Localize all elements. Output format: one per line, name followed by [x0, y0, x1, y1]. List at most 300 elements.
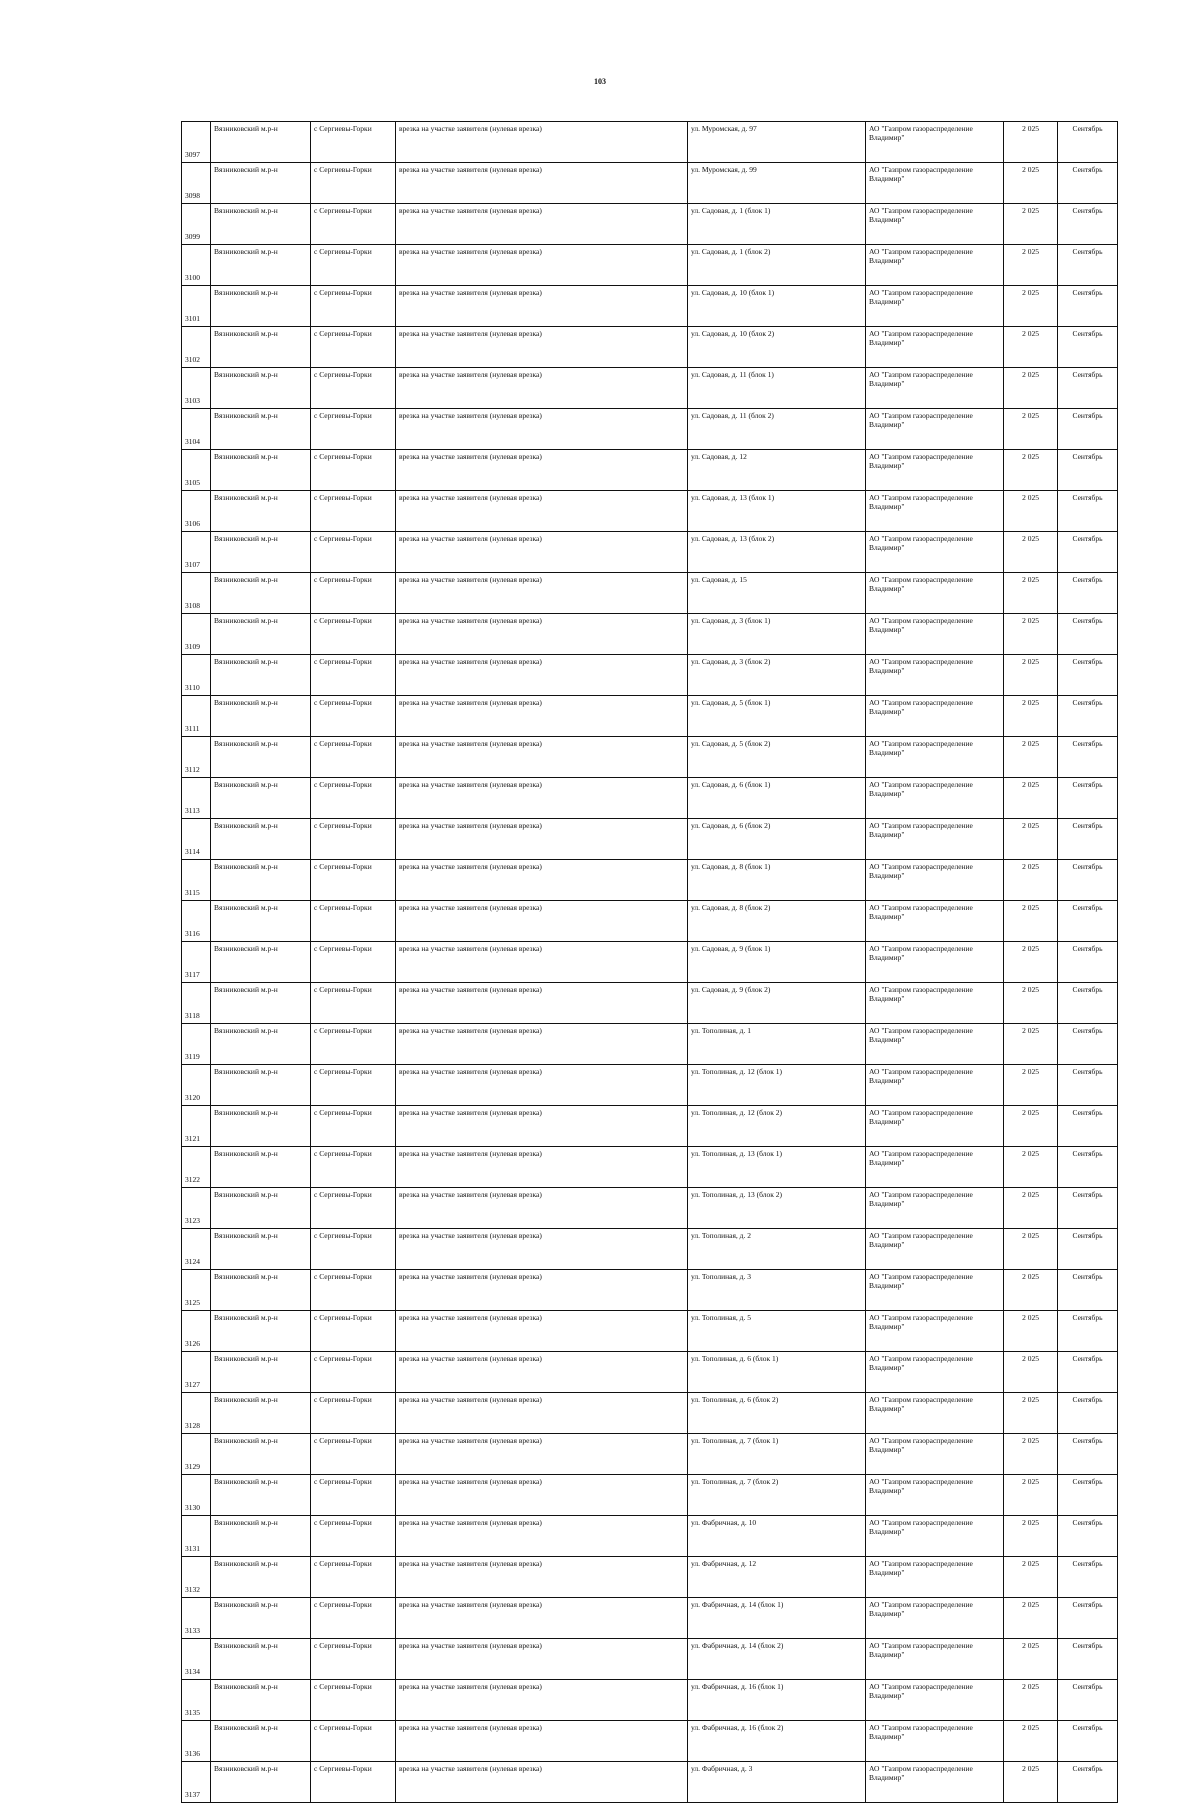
- address-cell: ул. Садовая, д. 3 (блок 2): [688, 655, 866, 696]
- month-cell: Сентябрь: [1058, 942, 1118, 983]
- village-cell: с Сергиевы-Горки: [311, 901, 396, 942]
- district-cell: Вязниковский м.р-н: [211, 532, 311, 573]
- year-cell: 2 025: [1004, 819, 1058, 860]
- table-row: [182, 532, 1118, 573]
- year-cell: 2 025: [1004, 286, 1058, 327]
- district-cell: Вязниковский м.р-н: [211, 1598, 311, 1639]
- village-cell: с Сергиевы-Горки: [311, 696, 396, 737]
- district-cell: Вязниковский м.р-н: [211, 1147, 311, 1188]
- work-type-cell: врезка на участке заявителя (нулевая врезка): [396, 163, 688, 204]
- district-cell: Вязниковский м.р-н: [211, 573, 311, 614]
- year-cell: 2 025: [1004, 368, 1058, 409]
- table-body: [182, 122, 1118, 1803]
- work-type-cell: врезка на участке заявителя (нулевая врезка): [396, 1106, 688, 1147]
- organization-cell: АО "Газпром газораспределение Владимир": [866, 1229, 1004, 1270]
- district-cell: Вязниковский м.р-н: [211, 1311, 311, 1352]
- table-row: [182, 327, 1118, 368]
- month-cell: Сентябрь: [1058, 1106, 1118, 1147]
- village-cell: с Сергиевы-Горки: [311, 1106, 396, 1147]
- address-cell: ул. Тополиная, д. 12 (блок 2): [688, 1106, 866, 1147]
- organization-cell: АО "Газпром газораспределение Владимир": [866, 983, 1004, 1024]
- district-cell: Вязниковский м.р-н: [211, 614, 311, 655]
- month-cell: Сентябрь: [1058, 1270, 1118, 1311]
- month-cell: Сентябрь: [1058, 368, 1118, 409]
- village-cell: с Сергиевы-Горки: [311, 368, 396, 409]
- row-number-cell: 3137: [182, 1762, 211, 1803]
- address-cell: ул. Фабричная, д. 14 (блок 2): [688, 1639, 866, 1680]
- table-row: [182, 1024, 1118, 1065]
- village-cell: с Сергиевы-Горки: [311, 1475, 396, 1516]
- month-cell: Сентябрь: [1058, 860, 1118, 901]
- address-cell: ул. Садовая, д. 9 (блок 2): [688, 983, 866, 1024]
- work-type-cell: врезка на участке заявителя (нулевая врезка): [396, 204, 688, 245]
- address-cell: ул. Фабричная, д. 3: [688, 1762, 866, 1803]
- district-cell: Вязниковский м.р-н: [211, 655, 311, 696]
- address-cell: ул. Садовая, д. 13 (блок 2): [688, 532, 866, 573]
- table-row: [182, 860, 1118, 901]
- village-cell: с Сергиевы-Горки: [311, 450, 396, 491]
- work-type-cell: врезка на участке заявителя (нулевая врезка): [396, 1557, 688, 1598]
- work-type-cell: врезка на участке заявителя (нулевая врезка): [396, 942, 688, 983]
- year-cell: 2 025: [1004, 163, 1058, 204]
- organization-cell: АО "Газпром газораспределение Владимир": [866, 1516, 1004, 1557]
- organization-cell: АО "Газпром газораспределение Владимир": [866, 409, 1004, 450]
- work-type-cell: врезка на участке заявителя (нулевая врезка): [396, 491, 688, 532]
- organization-cell: АО "Газпром газораспределение Владимир": [866, 1557, 1004, 1598]
- village-cell: с Сергиевы-Горки: [311, 614, 396, 655]
- table-row: [182, 368, 1118, 409]
- organization-cell: АО "Газпром газораспределение Владимир": [866, 368, 1004, 409]
- village-cell: с Сергиевы-Горки: [311, 1557, 396, 1598]
- year-cell: 2 025: [1004, 1311, 1058, 1352]
- address-cell: ул. Садовая, д. 5 (блок 2): [688, 737, 866, 778]
- gas-connection-table: [181, 121, 1118, 1803]
- village-cell: с Сергиевы-Горки: [311, 1639, 396, 1680]
- table-row: [182, 1065, 1118, 1106]
- year-cell: 2 025: [1004, 1721, 1058, 1762]
- district-cell: Вязниковский м.р-н: [211, 163, 311, 204]
- village-cell: с Сергиевы-Горки: [311, 1311, 396, 1352]
- district-cell: Вязниковский м.р-н: [211, 1516, 311, 1557]
- year-cell: 2 025: [1004, 122, 1058, 163]
- table-row: [182, 1680, 1118, 1721]
- village-cell: с Сергиевы-Горки: [311, 245, 396, 286]
- row-number-cell: 3108: [182, 573, 211, 614]
- table-row: [182, 1598, 1118, 1639]
- village-cell: с Сергиевы-Горки: [311, 1680, 396, 1721]
- organization-cell: АО "Газпром газораспределение Владимир": [866, 491, 1004, 532]
- village-cell: с Сергиевы-Горки: [311, 573, 396, 614]
- row-number-cell: 3133: [182, 1598, 211, 1639]
- table-row: [182, 1106, 1118, 1147]
- month-cell: Сентябрь: [1058, 1434, 1118, 1475]
- work-type-cell: врезка на участке заявителя (нулевая врезка): [396, 532, 688, 573]
- row-number-cell: 3126: [182, 1311, 211, 1352]
- work-type-cell: врезка на участке заявителя (нулевая врезка): [396, 1229, 688, 1270]
- year-cell: 2 025: [1004, 1434, 1058, 1475]
- month-cell: Сентябрь: [1058, 1352, 1118, 1393]
- month-cell: Сентябрь: [1058, 1393, 1118, 1434]
- village-cell: с Сергиевы-Горки: [311, 1024, 396, 1065]
- table-row: [182, 1516, 1118, 1557]
- page-number: 103: [594, 77, 606, 86]
- work-type-cell: врезка на участке заявителя (нулевая врезка): [396, 778, 688, 819]
- village-cell: с Сергиевы-Горки: [311, 1393, 396, 1434]
- address-cell: ул. Тополиная, д. 6 (блок 1): [688, 1352, 866, 1393]
- row-number-cell: 3103: [182, 368, 211, 409]
- row-number-cell: 3100: [182, 245, 211, 286]
- district-cell: Вязниковский м.р-н: [211, 327, 311, 368]
- district-cell: Вязниковский м.р-н: [211, 1762, 311, 1803]
- district-cell: Вязниковский м.р-н: [211, 286, 311, 327]
- village-cell: с Сергиевы-Горки: [311, 286, 396, 327]
- district-cell: Вязниковский м.р-н: [211, 409, 311, 450]
- work-type-cell: врезка на участке заявителя (нулевая врезка): [396, 1311, 688, 1352]
- work-type-cell: врезка на участке заявителя (нулевая врезка): [396, 1516, 688, 1557]
- organization-cell: АО "Газпром газораспределение Владимир": [866, 737, 1004, 778]
- work-type-cell: врезка на участке заявителя (нулевая врезка): [396, 696, 688, 737]
- work-type-cell: врезка на участке заявителя (нулевая врезка): [396, 901, 688, 942]
- district-cell: Вязниковский м.р-н: [211, 1475, 311, 1516]
- year-cell: 2 025: [1004, 1393, 1058, 1434]
- district-cell: Вязниковский м.р-н: [211, 1721, 311, 1762]
- year-cell: 2 025: [1004, 901, 1058, 942]
- row-number-cell: 3119: [182, 1024, 211, 1065]
- village-cell: с Сергиевы-Горки: [311, 1721, 396, 1762]
- village-cell: с Сергиевы-Горки: [311, 1516, 396, 1557]
- address-cell: ул. Садовая, д. 11 (блок 1): [688, 368, 866, 409]
- village-cell: с Сергиевы-Горки: [311, 983, 396, 1024]
- table-row: [182, 737, 1118, 778]
- address-cell: ул. Фабричная, д. 16 (блок 2): [688, 1721, 866, 1762]
- village-cell: с Сергиевы-Горки: [311, 860, 396, 901]
- address-cell: ул. Тополиная, д. 7 (блок 1): [688, 1434, 866, 1475]
- district-cell: Вязниковский м.р-н: [211, 1229, 311, 1270]
- table-row: [182, 1270, 1118, 1311]
- year-cell: 2 025: [1004, 1475, 1058, 1516]
- organization-cell: АО "Газпром газораспределение Владимир": [866, 163, 1004, 204]
- district-cell: Вязниковский м.р-н: [211, 1557, 311, 1598]
- district-cell: Вязниковский м.р-н: [211, 737, 311, 778]
- district-cell: Вязниковский м.р-н: [211, 1024, 311, 1065]
- row-number-cell: 3128: [182, 1393, 211, 1434]
- organization-cell: АО "Газпром газораспределение Владимир": [866, 573, 1004, 614]
- address-cell: ул. Садовая, д. 9 (блок 1): [688, 942, 866, 983]
- row-number-cell: 3110: [182, 655, 211, 696]
- year-cell: 2 025: [1004, 614, 1058, 655]
- month-cell: Сентябрь: [1058, 1024, 1118, 1065]
- table-row: [182, 1188, 1118, 1229]
- village-cell: с Сергиевы-Горки: [311, 491, 396, 532]
- organization-cell: АО "Газпром газораспределение Владимир": [866, 1598, 1004, 1639]
- row-number-cell: 3112: [182, 737, 211, 778]
- village-cell: с Сергиевы-Горки: [311, 1270, 396, 1311]
- year-cell: 2 025: [1004, 409, 1058, 450]
- address-cell: ул. Тополиная, д. 2: [688, 1229, 866, 1270]
- row-number-cell: 3099: [182, 204, 211, 245]
- month-cell: Сентябрь: [1058, 655, 1118, 696]
- work-type-cell: врезка на участке заявителя (нулевая врезка): [396, 1024, 688, 1065]
- address-cell: ул. Садовая, д. 15: [688, 573, 866, 614]
- year-cell: 2 025: [1004, 778, 1058, 819]
- row-number-cell: 3102: [182, 327, 211, 368]
- month-cell: Сентябрь: [1058, 1475, 1118, 1516]
- year-cell: 2 025: [1004, 696, 1058, 737]
- year-cell: 2 025: [1004, 942, 1058, 983]
- work-type-cell: врезка на участке заявителя (нулевая врезка): [396, 286, 688, 327]
- row-number-cell: 3115: [182, 860, 211, 901]
- year-cell: 2 025: [1004, 245, 1058, 286]
- row-number-cell: 3131: [182, 1516, 211, 1557]
- district-cell: Вязниковский м.р-н: [211, 1639, 311, 1680]
- organization-cell: АО "Газпром газораспределение Владимир": [866, 245, 1004, 286]
- row-number-cell: 3130: [182, 1475, 211, 1516]
- year-cell: 2 025: [1004, 1639, 1058, 1680]
- table-row: [182, 409, 1118, 450]
- row-number-cell: 3136: [182, 1721, 211, 1762]
- district-cell: Вязниковский м.р-н: [211, 983, 311, 1024]
- work-type-cell: врезка на участке заявителя (нулевая врезка): [396, 614, 688, 655]
- organization-cell: АО "Газпром газораспределение Владимир": [866, 286, 1004, 327]
- row-number-cell: 3104: [182, 409, 211, 450]
- month-cell: Сентябрь: [1058, 1598, 1118, 1639]
- year-cell: 2 025: [1004, 491, 1058, 532]
- address-cell: ул. Тополиная, д. 13 (блок 2): [688, 1188, 866, 1229]
- month-cell: Сентябрь: [1058, 983, 1118, 1024]
- village-cell: с Сергиевы-Горки: [311, 327, 396, 368]
- district-cell: Вязниковский м.р-н: [211, 1393, 311, 1434]
- work-type-cell: врезка на участке заявителя (нулевая врезка): [396, 1434, 688, 1475]
- address-cell: ул. Садовая, д. 6 (блок 1): [688, 778, 866, 819]
- village-cell: с Сергиевы-Горки: [311, 204, 396, 245]
- address-cell: ул. Фабричная, д. 16 (блок 1): [688, 1680, 866, 1721]
- table-row: [182, 1352, 1118, 1393]
- organization-cell: АО "Газпром газораспределение Владимир": [866, 1475, 1004, 1516]
- work-type-cell: врезка на участке заявителя (нулевая врезка): [396, 1352, 688, 1393]
- year-cell: 2 025: [1004, 1229, 1058, 1270]
- month-cell: Сентябрь: [1058, 737, 1118, 778]
- table-row: [182, 901, 1118, 942]
- address-cell: ул. Садовая, д. 11 (блок 2): [688, 409, 866, 450]
- address-cell: ул. Тополиная, д. 7 (блок 2): [688, 1475, 866, 1516]
- work-type-cell: врезка на участке заявителя (нулевая врезка): [396, 1598, 688, 1639]
- year-cell: 2 025: [1004, 655, 1058, 696]
- month-cell: Сентябрь: [1058, 1680, 1118, 1721]
- month-cell: Сентябрь: [1058, 1557, 1118, 1598]
- table-row: [182, 655, 1118, 696]
- district-cell: Вязниковский м.р-н: [211, 860, 311, 901]
- organization-cell: АО "Газпром газораспределение Владимир": [866, 901, 1004, 942]
- organization-cell: АО "Газпром газораспределение Владимир": [866, 1639, 1004, 1680]
- district-cell: Вязниковский м.р-н: [211, 1434, 311, 1475]
- organization-cell: АО "Газпром газораспределение Владимир": [866, 204, 1004, 245]
- organization-cell: АО "Газпром газораспределение Владимир": [866, 450, 1004, 491]
- district-cell: Вязниковский м.р-н: [211, 1188, 311, 1229]
- district-cell: Вязниковский м.р-н: [211, 1270, 311, 1311]
- address-cell: ул. Тополиная, д. 13 (блок 1): [688, 1147, 866, 1188]
- year-cell: 2 025: [1004, 1065, 1058, 1106]
- year-cell: 2 025: [1004, 1106, 1058, 1147]
- address-cell: ул. Тополиная, д. 1: [688, 1024, 866, 1065]
- work-type-cell: врезка на участке заявителя (нулевая врезка): [396, 1721, 688, 1762]
- month-cell: Сентябрь: [1058, 614, 1118, 655]
- year-cell: 2 025: [1004, 1024, 1058, 1065]
- work-type-cell: врезка на участке заявителя (нулевая врезка): [396, 327, 688, 368]
- year-cell: 2 025: [1004, 983, 1058, 1024]
- table-row: [182, 1311, 1118, 1352]
- district-cell: Вязниковский м.р-н: [211, 204, 311, 245]
- district-cell: Вязниковский м.р-н: [211, 901, 311, 942]
- month-cell: Сентябрь: [1058, 122, 1118, 163]
- table-row: [182, 491, 1118, 532]
- table-row: [182, 286, 1118, 327]
- month-cell: Сентябрь: [1058, 573, 1118, 614]
- organization-cell: АО "Газпром газораспределение Владимир": [866, 532, 1004, 573]
- address-cell: ул. Садовая, д. 8 (блок 1): [688, 860, 866, 901]
- organization-cell: АО "Газпром газораспределение Владимир": [866, 1680, 1004, 1721]
- organization-cell: АО "Газпром газораспределение Владимир": [866, 1762, 1004, 1803]
- organization-cell: АО "Газпром газораспределение Владимир": [866, 819, 1004, 860]
- village-cell: с Сергиевы-Горки: [311, 163, 396, 204]
- village-cell: с Сергиевы-Горки: [311, 1188, 396, 1229]
- row-number-cell: 3124: [182, 1229, 211, 1270]
- address-cell: ул. Тополиная, д. 5: [688, 1311, 866, 1352]
- table-row: [182, 1557, 1118, 1598]
- year-cell: 2 025: [1004, 1352, 1058, 1393]
- month-cell: Сентябрь: [1058, 1516, 1118, 1557]
- year-cell: 2 025: [1004, 573, 1058, 614]
- work-type-cell: врезка на участке заявителя (нулевая врезка): [396, 1270, 688, 1311]
- work-type-cell: врезка на участке заявителя (нулевая врезка): [396, 409, 688, 450]
- month-cell: Сентябрь: [1058, 409, 1118, 450]
- district-cell: Вязниковский м.р-н: [211, 696, 311, 737]
- table-row: [182, 1393, 1118, 1434]
- address-cell: ул. Фабричная, д. 14 (блок 1): [688, 1598, 866, 1639]
- year-cell: 2 025: [1004, 327, 1058, 368]
- row-number-cell: 3106: [182, 491, 211, 532]
- table-row: [182, 942, 1118, 983]
- work-type-cell: врезка на участке заявителя (нулевая врезка): [396, 573, 688, 614]
- work-type-cell: врезка на участке заявителя (нулевая врезка): [396, 450, 688, 491]
- organization-cell: АО "Газпром газораспределение Владимир": [866, 1188, 1004, 1229]
- address-cell: ул. Садовая, д. 12: [688, 450, 866, 491]
- month-cell: Сентябрь: [1058, 204, 1118, 245]
- address-cell: ул. Муромская, д. 97: [688, 122, 866, 163]
- table-row: [182, 163, 1118, 204]
- district-cell: Вязниковский м.р-н: [211, 1065, 311, 1106]
- district-cell: Вязниковский м.р-н: [211, 1106, 311, 1147]
- month-cell: Сентябрь: [1058, 1762, 1118, 1803]
- row-number-cell: 3125: [182, 1270, 211, 1311]
- district-cell: Вязниковский м.р-н: [211, 450, 311, 491]
- month-cell: Сентябрь: [1058, 778, 1118, 819]
- address-cell: ул. Садовая, д. 3 (блок 1): [688, 614, 866, 655]
- village-cell: с Сергиевы-Горки: [311, 532, 396, 573]
- village-cell: с Сергиевы-Горки: [311, 737, 396, 778]
- organization-cell: АО "Газпром газораспределение Владимир": [866, 1352, 1004, 1393]
- month-cell: Сентябрь: [1058, 696, 1118, 737]
- table-row: [182, 1762, 1118, 1803]
- district-cell: Вязниковский м.р-н: [211, 368, 311, 409]
- village-cell: с Сергиевы-Горки: [311, 1352, 396, 1393]
- year-cell: 2 025: [1004, 1270, 1058, 1311]
- address-cell: ул. Тополиная, д. 3: [688, 1270, 866, 1311]
- work-type-cell: врезка на участке заявителя (нулевая врезка): [396, 1475, 688, 1516]
- row-number-cell: 3127: [182, 1352, 211, 1393]
- year-cell: 2 025: [1004, 1680, 1058, 1721]
- month-cell: Сентябрь: [1058, 532, 1118, 573]
- work-type-cell: врезка на участке заявителя (нулевая врезка): [396, 737, 688, 778]
- address-cell: ул. Тополиная, д. 12 (блок 1): [688, 1065, 866, 1106]
- address-cell: ул. Тополиная, д. 6 (блок 2): [688, 1393, 866, 1434]
- row-number-cell: 3098: [182, 163, 211, 204]
- village-cell: с Сергиевы-Горки: [311, 1598, 396, 1639]
- organization-cell: АО "Газпром газораспределение Владимир": [866, 1434, 1004, 1475]
- table-row: [182, 983, 1118, 1024]
- address-cell: ул. Садовая, д. 1 (блок 2): [688, 245, 866, 286]
- address-cell: ул. Фабричная, д. 12: [688, 1557, 866, 1598]
- work-type-cell: врезка на участке заявителя (нулевая врезка): [396, 819, 688, 860]
- table-row: [182, 819, 1118, 860]
- month-cell: Сентябрь: [1058, 819, 1118, 860]
- organization-cell: АО "Газпром газораспределение Владимир": [866, 122, 1004, 163]
- village-cell: с Сергиевы-Горки: [311, 409, 396, 450]
- table-row: [182, 1721, 1118, 1762]
- year-cell: 2 025: [1004, 532, 1058, 573]
- district-cell: Вязниковский м.р-н: [211, 1352, 311, 1393]
- row-number-cell: 3134: [182, 1639, 211, 1680]
- organization-cell: АО "Газпром газораспределение Владимир": [866, 860, 1004, 901]
- work-type-cell: врезка на участке заявителя (нулевая врезка): [396, 122, 688, 163]
- work-type-cell: врезка на участке заявителя (нулевая врезка): [396, 245, 688, 286]
- row-number-cell: 3113: [182, 778, 211, 819]
- table-row: [182, 450, 1118, 491]
- table-row: [182, 204, 1118, 245]
- district-cell: Вязниковский м.р-н: [211, 778, 311, 819]
- district-cell: Вязниковский м.р-н: [211, 1680, 311, 1721]
- row-number-cell: 3132: [182, 1557, 211, 1598]
- row-number-cell: 3105: [182, 450, 211, 491]
- table-row: [182, 614, 1118, 655]
- work-type-cell: врезка на участке заявителя (нулевая врезка): [396, 1762, 688, 1803]
- table-row: [182, 1147, 1118, 1188]
- year-cell: 2 025: [1004, 1598, 1058, 1639]
- year-cell: 2 025: [1004, 860, 1058, 901]
- address-cell: ул. Садовая, д. 6 (блок 2): [688, 819, 866, 860]
- organization-cell: АО "Газпром газораспределение Владимир": [866, 1721, 1004, 1762]
- row-number-cell: 3107: [182, 532, 211, 573]
- year-cell: 2 025: [1004, 1516, 1058, 1557]
- row-number-cell: 3129: [182, 1434, 211, 1475]
- year-cell: 2 025: [1004, 1762, 1058, 1803]
- district-cell: Вязниковский м.р-н: [211, 245, 311, 286]
- month-cell: Сентябрь: [1058, 1721, 1118, 1762]
- organization-cell: АО "Газпром газораспределение Владимир": [866, 778, 1004, 819]
- year-cell: 2 025: [1004, 1557, 1058, 1598]
- organization-cell: АО "Газпром газораспределение Владимир": [866, 1065, 1004, 1106]
- village-cell: с Сергиевы-Горки: [311, 942, 396, 983]
- row-number-cell: 3116: [182, 901, 211, 942]
- month-cell: Сентябрь: [1058, 1311, 1118, 1352]
- organization-cell: АО "Газпром газораспределение Владимир": [866, 1024, 1004, 1065]
- organization-cell: АО "Газпром газораспределение Владимир": [866, 327, 1004, 368]
- month-cell: Сентябрь: [1058, 1147, 1118, 1188]
- address-cell: ул. Фабричная, д. 10: [688, 1516, 866, 1557]
- address-cell: ул. Садовая, д. 1 (блок 1): [688, 204, 866, 245]
- table-row: [182, 1434, 1118, 1475]
- district-cell: Вязниковский м.р-н: [211, 819, 311, 860]
- row-number-cell: 3123: [182, 1188, 211, 1229]
